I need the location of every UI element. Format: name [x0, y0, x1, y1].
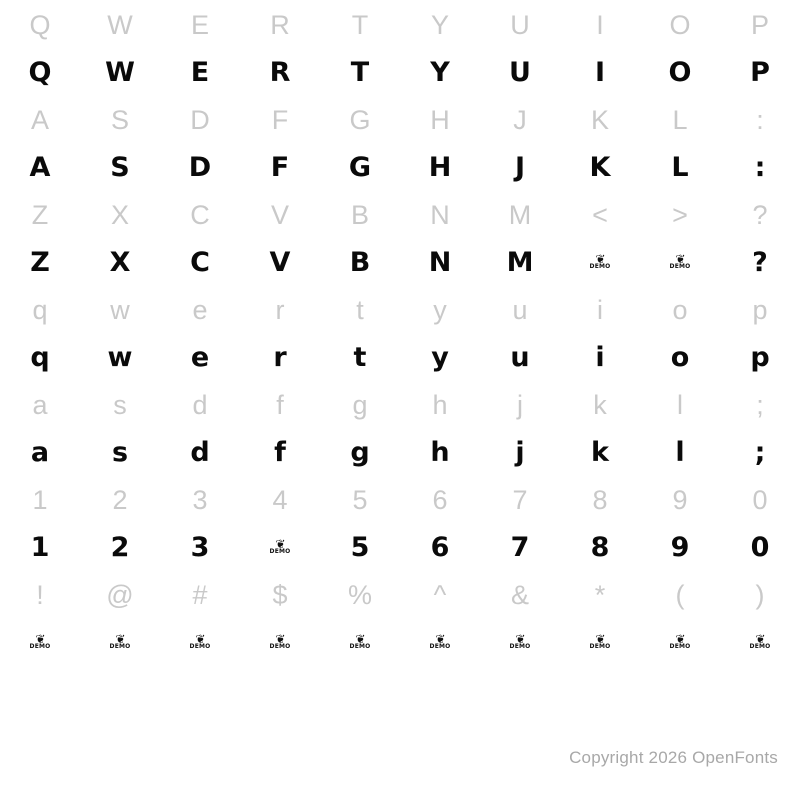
glyph-sample-cell [0, 620, 80, 665]
glyph-sample-cell: M [506, 247, 534, 278]
glyph-sample-cell: X [109, 247, 131, 278]
glyph-sample-cell: H [428, 152, 452, 183]
sprout-icon: ❦ [195, 632, 205, 646]
glyph-reference-cell: a [32, 389, 48, 420]
row-digits-reference [0, 475, 800, 525]
glyph-reference-cell: ! [36, 579, 44, 610]
glyph-reference-cell: 6 [432, 484, 448, 515]
row-asdf-sample [0, 145, 800, 190]
demo-placeholder-icon [109, 632, 131, 650]
glyph-reference-cell: W [107, 9, 133, 40]
demo-placeholder-icon [589, 252, 611, 270]
glyph-sample-cell: 5 [350, 532, 370, 563]
glyph-reference-cell: ^ [433, 579, 447, 610]
glyph-reference-cell: h [432, 389, 448, 420]
glyph-sample-cell: o [670, 342, 690, 373]
glyph-sample-cell: L [671, 152, 689, 183]
glyph-reference-cell: k [593, 389, 607, 420]
glyph-reference-cell: % [347, 579, 372, 610]
glyph-reference-cell: S [110, 104, 129, 135]
glyph-reference-cell: V [270, 199, 289, 230]
glyph-reference-cell: 7 [512, 484, 528, 515]
glyph-sample-cell: t [353, 342, 367, 373]
row-symbols-reference [0, 570, 800, 620]
glyph-sample-cell: 8 [590, 532, 610, 563]
glyph-sample-cell: K [589, 152, 611, 183]
demo-placeholder-icon [669, 252, 691, 270]
glyph-reference-cell: X [110, 199, 129, 230]
glyph-sample-cell: s [111, 437, 129, 468]
glyph-reference-cell: K [590, 104, 609, 135]
glyph-sample-cell: g [350, 437, 370, 468]
glyph-sample-cell: 9 [670, 532, 690, 563]
copyright-notice: Copyright 2026 OpenFonts [569, 748, 778, 767]
glyph-sample-cell: B [349, 247, 371, 278]
sprout-icon: ❦ [595, 252, 605, 266]
glyph-sample-cell: J [514, 152, 526, 183]
sprout-icon: ❦ [675, 252, 685, 266]
glyph-sample-cell: Q [28, 57, 52, 88]
glyph-reference-cell: e [192, 294, 208, 325]
glyph-reference-cell: < [592, 199, 608, 230]
row-qwerty-lower-sample [0, 335, 800, 380]
row-digits-sample [0, 525, 800, 570]
glyph-reference-cell: j [517, 389, 523, 420]
sprout-icon: ❦ [275, 632, 285, 646]
demo-placeholder-icon [509, 632, 531, 650]
glyph-reference-cell: 3 [192, 484, 208, 515]
glyph-sample-cell: A [29, 152, 51, 183]
glyph-reference-cell: @ [106, 579, 134, 610]
glyph-reference-cell: s [113, 389, 127, 420]
demo-label: DEMO [669, 643, 691, 650]
glyph-sample-cell: N [428, 247, 452, 278]
demo-placeholder-icon [589, 632, 611, 650]
glyph-sample-cell: : [754, 152, 766, 183]
glyph-sample-cell [320, 620, 400, 665]
demo-label: DEMO [749, 643, 771, 650]
glyph-reference-cell: & [510, 579, 529, 610]
glyph-sample-cell: y [431, 342, 449, 373]
glyph-reference-cell: 0 [752, 484, 768, 515]
glyph-sample-cell: R [269, 57, 291, 88]
glyph-sample-cell [640, 620, 720, 665]
glyph-sample-cell: C [190, 247, 210, 278]
glyph-sample-cell: F [270, 152, 290, 183]
glyph-sample-cell: ? [752, 247, 768, 278]
glyph-sample-cell: r [273, 342, 287, 373]
glyph-sample-cell [240, 620, 320, 665]
demo-label: DEMO [189, 643, 211, 650]
demo-placeholder-icon [189, 632, 211, 650]
glyph-sample-cell: U [509, 57, 531, 88]
glyph-reference-cell: D [190, 104, 210, 135]
glyph-sample-cell: l [675, 437, 685, 468]
glyph-reference-cell: u [512, 294, 528, 325]
glyph-sample-cell [640, 240, 720, 285]
glyph-reference-cell: ( [675, 579, 685, 610]
sprout-icon: ❦ [515, 632, 525, 646]
glyph-reference-cell: d [192, 389, 208, 420]
glyph-reference-cell: 2 [112, 484, 128, 515]
sprout-icon: ❦ [595, 632, 605, 646]
glyph-sample-cell: q [30, 342, 50, 373]
demo-placeholder-icon [349, 632, 371, 650]
demo-label: DEMO [429, 643, 451, 650]
glyph-reference-cell: : [756, 104, 764, 135]
glyph-sample-cell: Y [430, 57, 450, 88]
glyph-reference-cell: L [672, 104, 688, 135]
demo-placeholder-icon [749, 632, 771, 650]
glyph-sample-cell: G [348, 152, 372, 183]
glyph-sample-cell: 1 [30, 532, 50, 563]
glyph-reference-cell: Z [31, 199, 49, 230]
glyph-reference-cell: f [276, 389, 284, 420]
glyph-sample-cell: w [107, 342, 133, 373]
glyph-reference-cell: l [677, 389, 683, 420]
sprout-icon: ❦ [675, 632, 685, 646]
glyph-sample-cell: D [188, 152, 212, 183]
glyph-sample-cell [400, 620, 480, 665]
glyph-sample-cell [240, 525, 320, 570]
row-qwerty-reference [0, 0, 800, 50]
demo-label: DEMO [269, 548, 291, 555]
glyph-reference-cell: P [750, 9, 769, 40]
glyph-reference-cell: 8 [592, 484, 608, 515]
glyph-sample-cell: d [190, 437, 210, 468]
glyph-sample-cell: 6 [430, 532, 450, 563]
row-qwerty-sample [0, 50, 800, 95]
glyph-sample-cell: h [430, 437, 450, 468]
glyph-reference-cell: B [350, 199, 369, 230]
glyph-sample-cell: T [350, 57, 370, 88]
glyph-sample-cell: u [510, 342, 530, 373]
demo-label: DEMO [509, 643, 531, 650]
demo-label: DEMO [669, 263, 691, 270]
row-asdf-reference [0, 95, 800, 145]
row-zxcv-reference [0, 190, 800, 240]
demo-placeholder-icon [669, 632, 691, 650]
glyph-sample-cell [160, 620, 240, 665]
glyph-reference-cell: > [672, 199, 688, 230]
glyph-reference-cell: ) [755, 579, 765, 610]
glyph-reference-cell: F [271, 104, 289, 135]
demo-label: DEMO [269, 643, 291, 650]
glyph-sample-cell: a [30, 437, 50, 468]
glyph-reference-cell: N [430, 199, 450, 230]
sprout-icon: ❦ [435, 632, 445, 646]
glyph-sample-cell: 0 [750, 532, 770, 563]
glyph-sample-cell: S [110, 152, 130, 183]
glyph-reference-cell: 1 [32, 484, 48, 515]
glyph-sample-cell: 2 [110, 532, 130, 563]
glyph-sample-cell: ; [754, 437, 766, 468]
glyph-sample-cell [560, 620, 640, 665]
glyph-sample-cell: P [750, 57, 770, 88]
glyph-sample-cell: E [190, 57, 210, 88]
glyph-reference-cell: J [513, 104, 527, 135]
glyph-reference-cell: y [433, 294, 447, 325]
glyph-reference-cell: w [110, 294, 130, 325]
glyph-reference-cell: 9 [672, 484, 688, 515]
glyph-reference-cell: C [190, 199, 210, 230]
glyph-sample-cell [720, 620, 800, 665]
glyph-reference-cell: p [752, 294, 768, 325]
glyph-reference-cell: g [352, 389, 368, 420]
glyph-reference-cell: o [672, 294, 688, 325]
row-qwerty-lower-reference [0, 285, 800, 335]
sprout-icon: ❦ [35, 632, 45, 646]
row-zxcv-sample [0, 240, 800, 285]
demo-placeholder-icon [29, 632, 51, 650]
glyph-reference-cell: * [594, 579, 606, 610]
glyph-reference-cell: Q [29, 9, 51, 40]
glyph-sample-cell: 7 [510, 532, 530, 563]
demo-label: DEMO [29, 643, 51, 650]
demo-placeholder-icon [429, 632, 451, 650]
glyph-sample-cell: k [591, 437, 609, 468]
demo-label: DEMO [589, 643, 611, 650]
demo-label: DEMO [109, 643, 131, 650]
glyph-sample-cell: i [595, 342, 605, 373]
glyph-sample-cell: p [750, 342, 770, 373]
glyph-sample-cell: 3 [190, 532, 210, 563]
glyph-reference-cell: $ [272, 579, 288, 610]
sprout-icon: ❦ [755, 632, 765, 646]
glyph-reference-cell: H [430, 104, 450, 135]
glyph-sample-cell [560, 240, 640, 285]
glyph-sample-cell: W [105, 57, 135, 88]
glyph-sample-cell [80, 620, 160, 665]
row-asdf-lower-sample [0, 430, 800, 475]
glyph-sample-cell: V [269, 247, 291, 278]
demo-placeholder-icon [269, 632, 291, 650]
demo-placeholder-icon [269, 537, 291, 555]
row-asdf-lower-reference [0, 380, 800, 430]
glyph-reference-cell: E [190, 9, 209, 40]
sprout-icon: ❦ [115, 632, 125, 646]
glyph-reference-cell: ; [756, 389, 764, 420]
glyph-reference-cell: q [32, 294, 48, 325]
glyph-reference-cell: I [596, 9, 604, 40]
glyph-reference-cell: ? [752, 199, 768, 230]
glyph-reference-cell: U [510, 9, 530, 40]
glyph-reference-cell: 4 [272, 484, 288, 515]
glyph-reference-cell: G [349, 104, 371, 135]
glyph-reference-cell: T [351, 9, 369, 40]
glyph-sample-cell: I [594, 57, 606, 88]
glyph-reference-cell: # [192, 579, 208, 610]
glyph-sample-cell: j [515, 437, 525, 468]
glyph-reference-cell: 5 [352, 484, 368, 515]
glyph-reference-cell: M [508, 199, 532, 230]
demo-label: DEMO [589, 263, 611, 270]
sprout-icon: ❦ [275, 537, 285, 551]
glyph-reference-cell: Y [430, 9, 449, 40]
row-symbols-sample [0, 620, 800, 665]
glyph-reference-cell: A [30, 104, 49, 135]
glyph-sample-cell: f [274, 437, 286, 468]
glyph-reference-cell: O [669, 9, 691, 40]
glyph-reference-cell: R [270, 9, 290, 40]
glyph-sample-cell: Z [30, 247, 50, 278]
glyph-reference-cell: r [275, 294, 285, 325]
glyph-sample-cell [480, 620, 560, 665]
glyph-reference-cell: i [597, 294, 603, 325]
demo-label: DEMO [349, 643, 371, 650]
sprout-icon: ❦ [355, 632, 365, 646]
glyph-sample-cell: e [190, 342, 210, 373]
glyph-reference-cell: t [356, 294, 364, 325]
glyph-sample-cell: O [668, 57, 692, 88]
